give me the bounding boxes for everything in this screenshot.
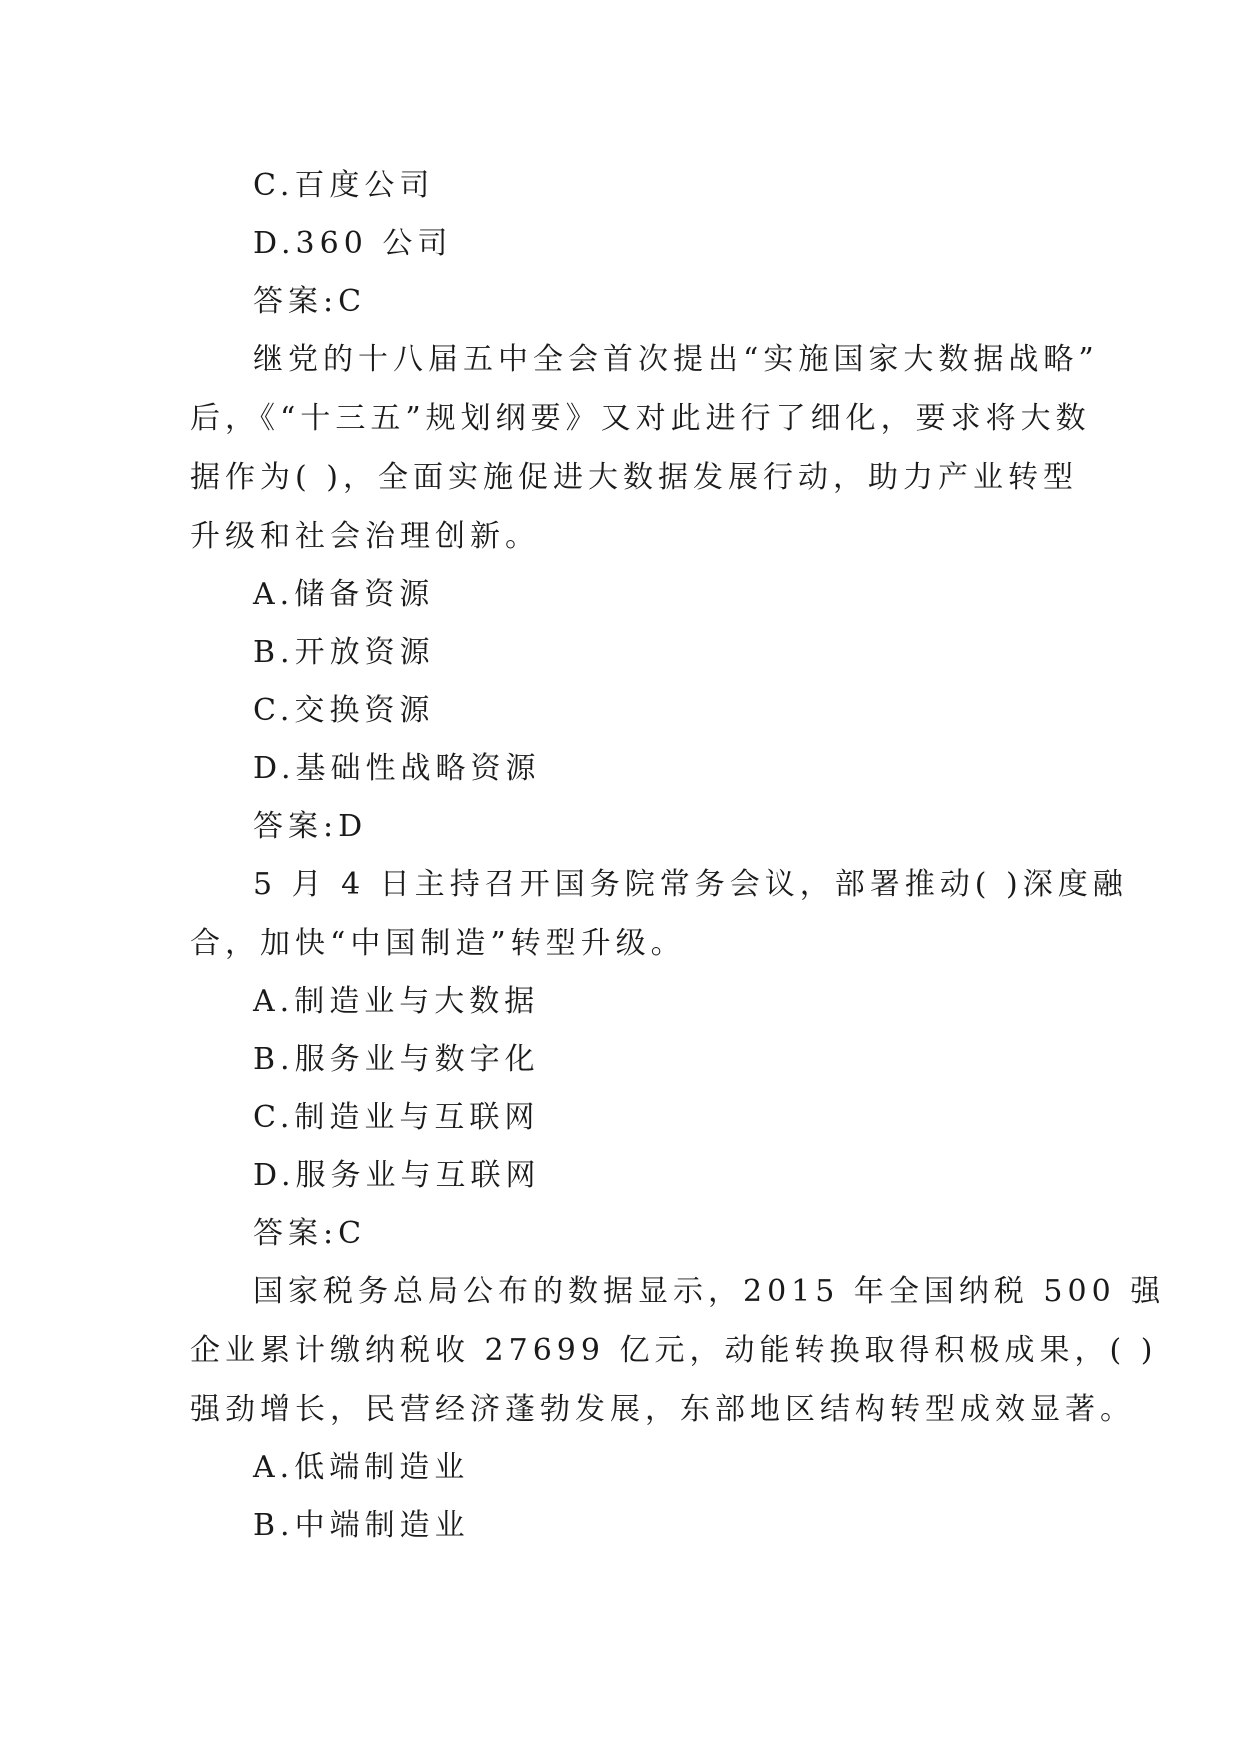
option-c: C.交换资源 bbox=[253, 693, 435, 728]
answer: 答案:C bbox=[253, 1216, 367, 1251]
option-a: A.制造业与大数据 bbox=[253, 984, 540, 1019]
question-text: 5 月 4 日主持召开国务院常务会议，部署推动( )深度融 bbox=[253, 867, 1128, 902]
answer: 答案:D bbox=[253, 809, 368, 844]
question-text: 合，加快“中国制造”转型升级。 bbox=[190, 926, 686, 961]
option-d: D.360 公司 bbox=[253, 226, 453, 261]
option-c: C.制造业与互联网 bbox=[253, 1100, 540, 1135]
question-text: 强劲增长，民营经济蓬勃发展，东部地区结构转型成效显著。 bbox=[190, 1392, 1135, 1427]
question-text: 后，《“十三五”规划纲要》又对此进行了细化，要求将大数 bbox=[190, 401, 1091, 436]
option-a: A.储备资源 bbox=[253, 577, 435, 612]
question-text: 升级和社会治理创新。 bbox=[190, 519, 540, 554]
question-text: 国家税务总局公布的数据显示，2015 年全国纳税 500 强 bbox=[253, 1274, 1166, 1309]
question-text: 据作为( )，全面实施促进大数据发展行动，助力产业转型 bbox=[190, 460, 1078, 495]
option-b: B.开放资源 bbox=[253, 635, 435, 670]
option-c: C.百度公司 bbox=[253, 168, 435, 203]
option-d: D.基础性战略资源 bbox=[253, 751, 541, 786]
answer: 答案:C bbox=[253, 284, 367, 319]
option-b: B.服务业与数字化 bbox=[253, 1042, 540, 1077]
option-b: B.中端制造业 bbox=[253, 1508, 470, 1543]
option-d: D.服务业与互联网 bbox=[253, 1158, 541, 1193]
option-a: A.低端制造业 bbox=[253, 1450, 470, 1485]
question-text: 企业累计缴纳税收 27699 亿元，动能转换取得积极成果，( ) bbox=[190, 1333, 1158, 1368]
question-text: 继党的十八届五中全会首次提出“实施国家大数据战略” bbox=[253, 342, 1099, 377]
